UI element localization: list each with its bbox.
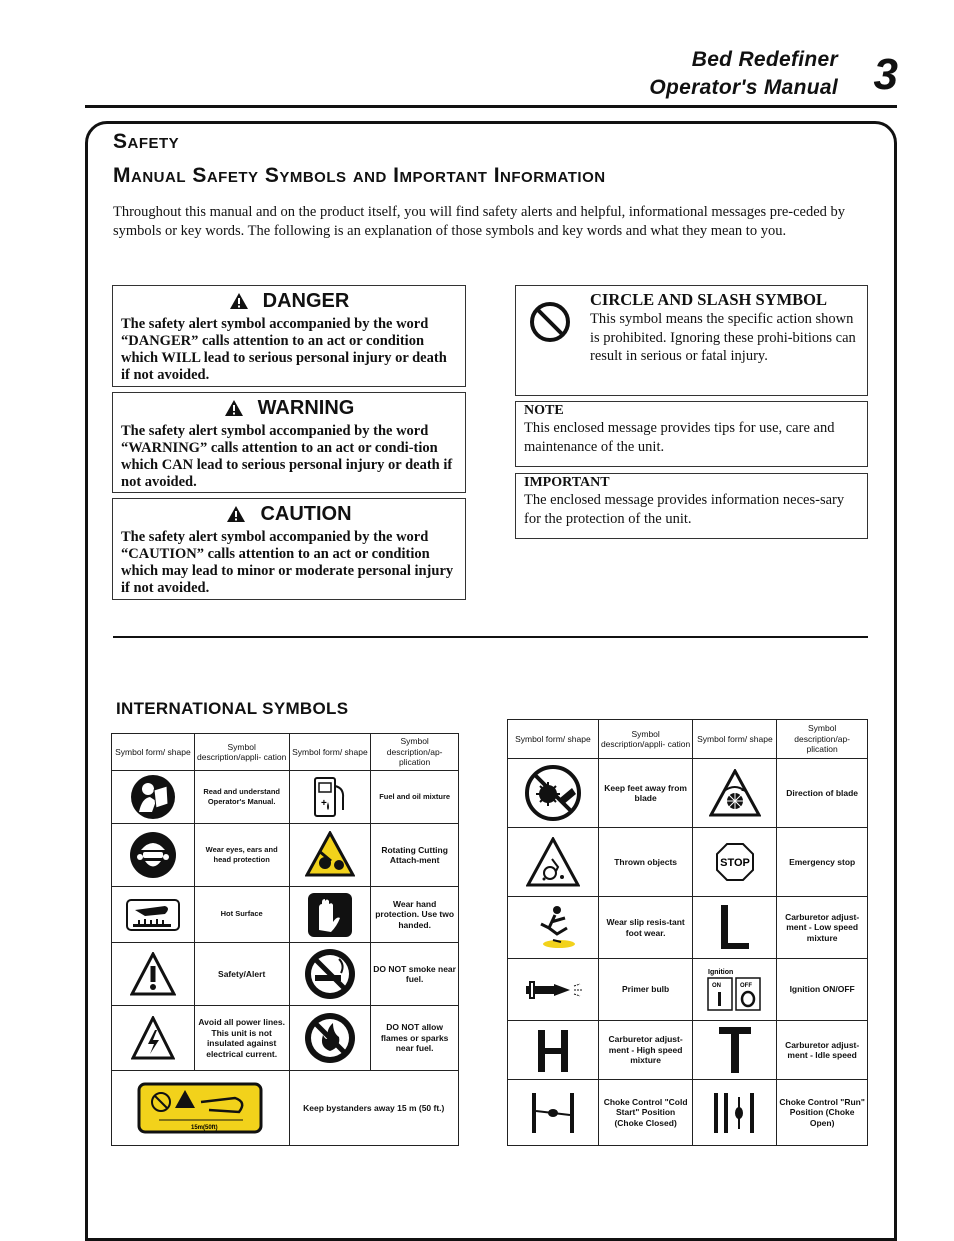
caution-heading bbox=[113, 503, 465, 526]
important-box bbox=[515, 473, 868, 539]
description-cell: Wear hand protection. Use two handed. bbox=[371, 887, 459, 943]
description-cell: Carburetor adjust-ment - Idle speed bbox=[777, 1021, 868, 1080]
description-cell: Keep feet away from blade bbox=[598, 759, 693, 828]
alert-triangle-icon bbox=[229, 292, 249, 310]
symbol-cell bbox=[289, 943, 371, 1006]
section-title: Safety bbox=[113, 130, 180, 153]
safety-alert-icon bbox=[130, 952, 176, 996]
warning-box bbox=[112, 392, 466, 493]
circle-slash-title: CIRCLE AND SLASH SYMBOL bbox=[590, 290, 828, 309]
hot-surface-icon bbox=[125, 898, 181, 932]
symbol-cell bbox=[508, 759, 599, 828]
head-protection-icon bbox=[129, 830, 177, 880]
choke-closed-icon bbox=[526, 1091, 580, 1135]
letter-h-icon bbox=[532, 1026, 574, 1074]
no-flames-icon bbox=[303, 1011, 357, 1065]
symbol-cell bbox=[693, 1021, 777, 1080]
keep-bystanders-away-icon bbox=[135, 1080, 265, 1136]
table-row bbox=[508, 1080, 868, 1146]
circle-slash-icon bbox=[528, 300, 572, 344]
symbol-cell bbox=[112, 943, 195, 1006]
note-title: NOTE bbox=[524, 403, 564, 418]
symbol-cell bbox=[693, 828, 777, 897]
symbol-cell bbox=[289, 1006, 371, 1071]
symbol-cell bbox=[508, 959, 599, 1021]
symbol-cell bbox=[693, 1080, 777, 1146]
slip-icon bbox=[527, 904, 579, 952]
circle-slash-box bbox=[515, 285, 868, 396]
symbol-cell bbox=[693, 959, 777, 1021]
note-text: This enclosed message provides tips for use, care and maintenance of the unit. bbox=[524, 420, 835, 455]
svg-text:+: + bbox=[320, 798, 327, 809]
caution-word: CAUTION bbox=[260, 503, 352, 525]
table-row bbox=[112, 1006, 459, 1071]
description-cell: Keep bystanders away 15 m (50 ft.) bbox=[289, 1071, 458, 1146]
symbol-cell bbox=[508, 1080, 599, 1146]
description-cell: Choke Control "Run" Position (Choke Open) bbox=[777, 1080, 868, 1146]
stop-icon-text: STOP bbox=[720, 857, 750, 869]
description-cell: Wear eyes, ears and head protection bbox=[194, 824, 289, 887]
letter-t-icon bbox=[715, 1025, 755, 1075]
fuel-pump-icon bbox=[310, 774, 350, 820]
col-header-form: Symbol form/ shape bbox=[693, 720, 777, 759]
description-cell: Ignition ON/OFF bbox=[777, 959, 868, 1021]
left-symbols-table bbox=[111, 733, 459, 1146]
header-title-line1: Bed Redefiner bbox=[691, 48, 838, 71]
description-cell: Carburetor adjust-ment - High speed mixture bbox=[598, 1021, 693, 1080]
description-cell: Direction of blade bbox=[777, 759, 868, 828]
table-header-row bbox=[508, 720, 868, 759]
symbol-cell bbox=[112, 771, 195, 824]
table-row bbox=[112, 771, 459, 824]
description-cell: DO NOT smoke near fuel. bbox=[371, 943, 459, 1006]
read-manual-icon bbox=[130, 774, 176, 820]
table-row bbox=[508, 897, 868, 959]
symbol-cell bbox=[112, 824, 195, 887]
choke-open-icon bbox=[708, 1091, 762, 1135]
col-header-form: Symbol form/ shape bbox=[112, 734, 195, 771]
danger-word: DANGER bbox=[262, 290, 350, 312]
thrown-objects-icon bbox=[526, 837, 580, 887]
symbol-cell bbox=[289, 824, 371, 887]
description-cell: Thrown objects bbox=[598, 828, 693, 897]
description-cell: Read and understand Operator's Manual. bbox=[194, 771, 289, 824]
symbol-cell bbox=[112, 887, 195, 943]
electrical-hazard-icon bbox=[131, 1016, 175, 1060]
description-cell: Primer bulb bbox=[598, 959, 693, 1021]
description-cell: Wear slip resis-tant foot wear. bbox=[598, 897, 693, 959]
alert-triangle-icon bbox=[224, 399, 244, 417]
rotating-attachment-icon bbox=[305, 831, 355, 879]
description-cell: Rotating Cutting Attach-ment bbox=[371, 824, 459, 887]
important-text: The enclosed message provides information neces-sary for the protection of the unit. bbox=[524, 492, 845, 527]
primer-bulb-icon bbox=[522, 978, 584, 1002]
section-divider bbox=[113, 636, 868, 638]
symbol-cell bbox=[289, 887, 371, 943]
note-box bbox=[515, 401, 868, 467]
table-row bbox=[508, 759, 868, 828]
table-row bbox=[112, 887, 459, 943]
ignition-switch-icon bbox=[704, 966, 766, 1014]
symbol-cell bbox=[508, 1021, 599, 1080]
symbol-cell bbox=[112, 1006, 195, 1071]
description-cell: Safety/Alert bbox=[194, 943, 289, 1006]
description-cell: Avoid all power lines. This unit is not insulated against electrical current. bbox=[194, 1006, 289, 1071]
table-row bbox=[112, 824, 459, 887]
blade-direction-icon bbox=[709, 769, 761, 817]
danger-heading bbox=[113, 290, 465, 313]
col-header-form: Symbol form/ shape bbox=[289, 734, 371, 771]
caution-box bbox=[112, 498, 466, 600]
symbol-cell bbox=[508, 828, 599, 897]
alert-triangle-icon bbox=[226, 505, 246, 523]
table-row bbox=[112, 1071, 459, 1146]
ignition-on-label: ON bbox=[711, 982, 721, 989]
header-title-line2: Operator's Manual bbox=[649, 76, 838, 99]
table-row bbox=[508, 959, 868, 1021]
icon-distance-label: 15m(50ft) bbox=[191, 1125, 218, 1131]
intro-paragraph: Throughout this manual and on the product itself, you will find safety alerts and helpful, informational messages pre-ceded by symbols or key words. The following is an explanation of those symbols and key words and what they mean to you. bbox=[113, 204, 846, 239]
col-header-desc: Symbol description/appli- cation bbox=[598, 720, 693, 759]
col-header-desc: Symbol description/appli- cation bbox=[194, 734, 289, 771]
important-title: IMPORTANT bbox=[524, 475, 610, 490]
symbol-cell bbox=[693, 759, 777, 828]
description-cell: Emergency stop bbox=[777, 828, 868, 897]
page-number: 3 bbox=[873, 50, 898, 99]
right-symbols-table bbox=[507, 719, 868, 1146]
symbol-cell bbox=[112, 1071, 290, 1146]
letter-l-icon bbox=[717, 903, 753, 953]
no-smoking-icon bbox=[303, 947, 357, 1001]
table-row bbox=[112, 943, 459, 1006]
stop-icon bbox=[715, 842, 755, 882]
table-row bbox=[508, 1021, 868, 1080]
description-cell: Carburetor adjust-ment - Low speed mixture bbox=[777, 897, 868, 959]
keep-feet-away-icon bbox=[524, 764, 582, 822]
warning-word: WARNING bbox=[257, 397, 355, 419]
ignition-off-label: OFF bbox=[739, 982, 752, 989]
symbol-cell bbox=[508, 897, 599, 959]
table-row bbox=[508, 828, 868, 897]
international-symbols-title: INTERNATIONAL SYMBOLS bbox=[116, 699, 349, 718]
danger-text: The safety alert symbol accompanied by the word “DANGER” calls attention to an act or condition which WILL lead to serious personal injury or death if not avoided. bbox=[121, 316, 447, 383]
symbol-cell bbox=[693, 897, 777, 959]
description-cell: Fuel and oil mixture bbox=[371, 771, 459, 824]
circle-slash-text: This symbol means the specific action shown is prohibited. Ignoring these prohi-bitions can result in serious or fatal injury. bbox=[590, 311, 856, 364]
gloves-icon bbox=[307, 892, 353, 938]
description-cell: Choke Control "Cold Start" Position (Choke Closed) bbox=[598, 1080, 693, 1146]
col-header-desc: Symbol description/ap- plication bbox=[371, 734, 459, 771]
caution-text: The safety alert symbol accompanied by the word “CAUTION” calls attention to an act or condition which may lead to minor or moderate personal injury if not avoided. bbox=[121, 529, 454, 596]
danger-box bbox=[112, 285, 466, 387]
symbol-cell bbox=[289, 771, 371, 824]
warning-heading bbox=[113, 397, 465, 420]
manual-header bbox=[649, 46, 838, 102]
col-header-form: Symbol form/ shape bbox=[508, 720, 599, 759]
col-header-desc: Symbol description/ap- plication bbox=[777, 720, 868, 759]
ignition-label: Ignition bbox=[707, 968, 734, 976]
table-header-row bbox=[112, 734, 459, 771]
header-rule bbox=[85, 105, 897, 108]
description-cell: Hot Surface bbox=[194, 887, 289, 943]
section-subtitle: Manual Safety Symbols and Important Information bbox=[113, 164, 606, 187]
description-cell: DO NOT allow flames or sparks near fuel. bbox=[371, 1006, 459, 1071]
warning-text: The safety alert symbol accompanied by the word “WARNING” calls attention to an act or condi-tion which CAN lead to serious personal injury or death if not avoided. bbox=[121, 423, 453, 490]
